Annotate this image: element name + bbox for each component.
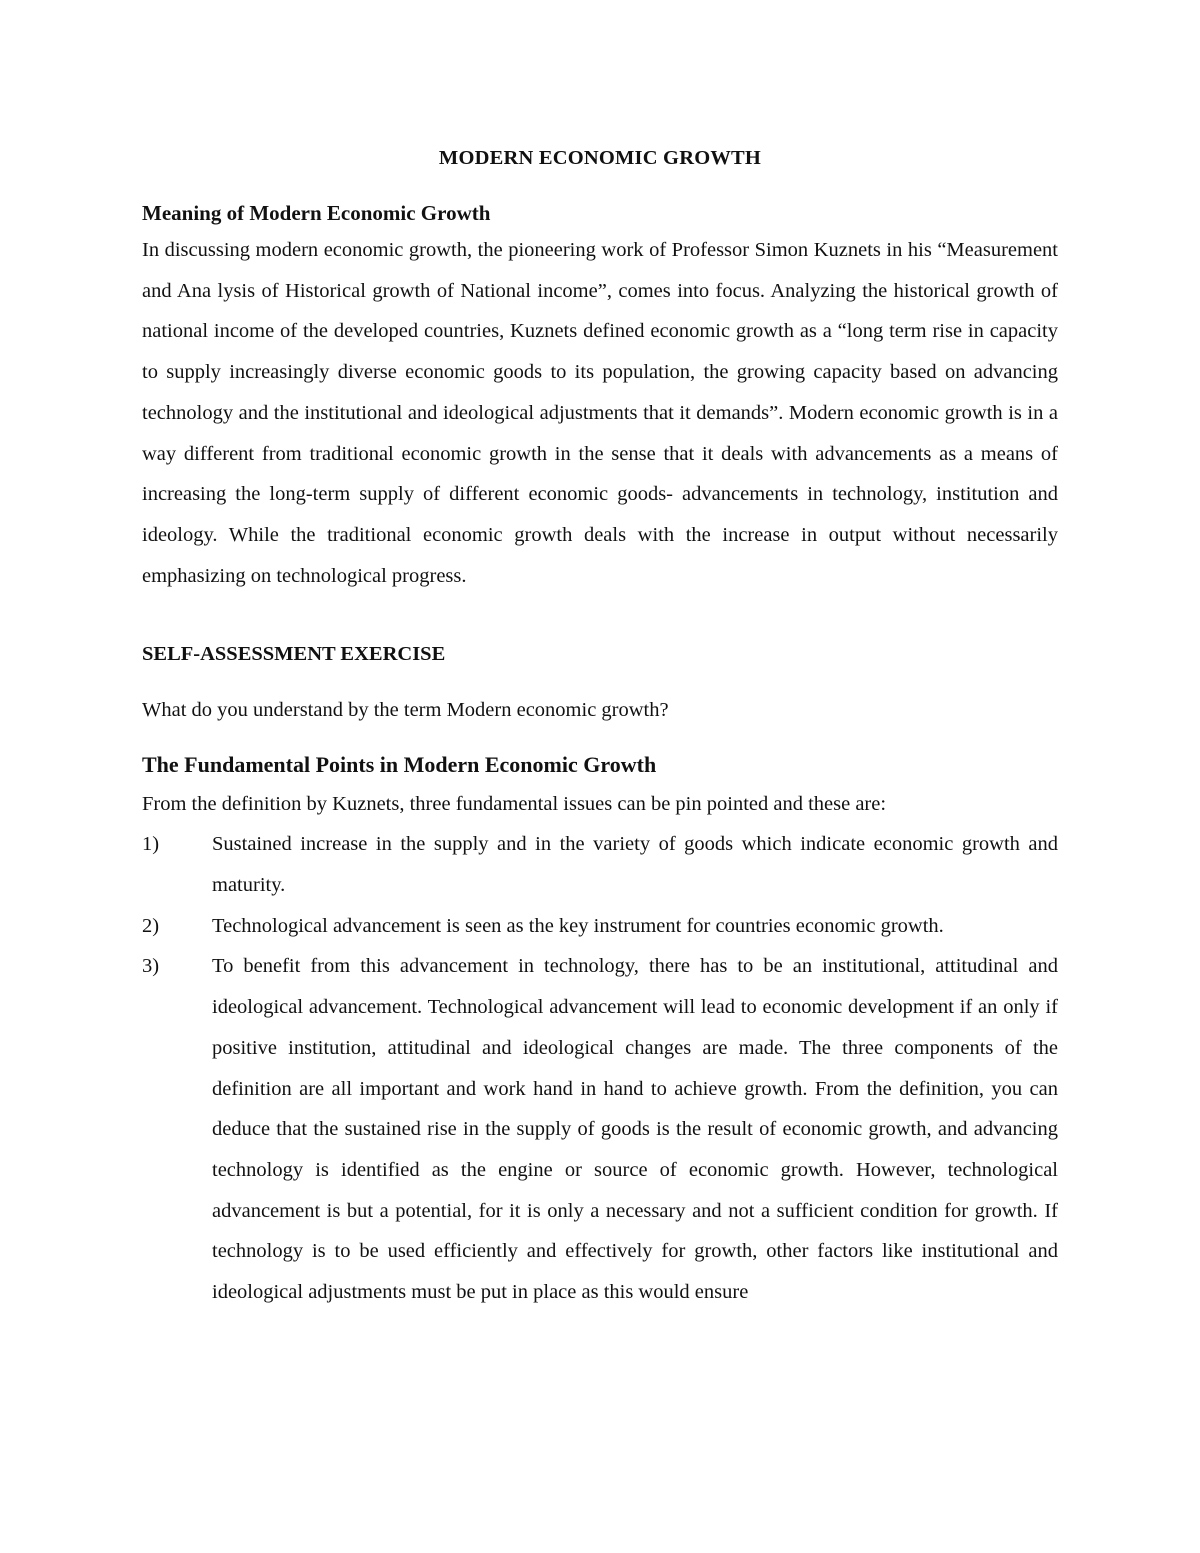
self-assessment-heading: SELF-ASSESSMENT EXERCISE: [142, 643, 446, 666]
section-heading-meaning: Meaning of Modern Economic Growth: [142, 201, 491, 225]
list-item-number: 3): [142, 955, 160, 978]
fundamental-points-intro: From the definition by Kuznets, three fundamental issues can be pin pointed and these are:: [142, 793, 887, 816]
fundamental-points-list: [142, 824, 1058, 1312]
list-item: [142, 906, 1058, 947]
list-item-number: 2): [142, 914, 160, 937]
list-item: [142, 946, 1058, 1312]
list-item: [142, 824, 1058, 905]
list-item-text: Technological advancement is seen as the key instrument for countries economic growth.: [212, 914, 944, 937]
list-item-text: To benefit from this advancement in technology, there has to be an institutional, attitudinal and ideological advancement. Technological advancement will lead to economic development if an only if positive institution, attitudinal and ideological changes are made. The three components of the definition are all important and work hand in hand to achieve growth. From the definition, you can deduce that the sustained rise in the supply of goods is the result of economic growth, and advancing technology is identified as the engine or source of economic growth. However, technological advancement is but a potential, for it is only a necessary and not a sufficient condition for growth. If technology is to be used efficiently and effectively for growth, other factors like institutional and ideological adjustments must be put in place as this would ensure: [212, 955, 1058, 1304]
list-item-number: 1): [142, 833, 160, 856]
meaning-paragraph: In discussing modern economic growth, the pioneering work of Professor Simon Kuznets in his “Measurement and Ana lysis of Historical growth of National income”, comes into focus. Analyzing the historical growth of national income of the developed countries, Kuznets defined economic growth as a “long term rise in capacity to supply increasingly diverse economic goods to its population, the growing capacity based on advancing technology and the institutional and ideological adjustments that it demands”. Modern economic growth is in a way different from traditional economic growth in the sense that it deals with advancements as a means of increasing the long-term supply of different economic goods- advancements in technology, institution and ideology. While the traditional economic growth deals with the increase in output without necessarily emphasizing on technological progress.: [142, 239, 1058, 587]
document-title: MODERN ECONOMIC GROWTH: [438, 147, 762, 169]
list-item-text: Sustained increase in the supply and in the variety of goods which indicate economic growth and maturity.: [212, 833, 1058, 897]
self-assessment-question: What do you understand by the term Modern economic growth?: [142, 699, 669, 722]
document-content: [142, 140, 1058, 1313]
section-heading-fundamental-points: The Fundamental Points in Modern Economic Growth: [142, 752, 657, 778]
